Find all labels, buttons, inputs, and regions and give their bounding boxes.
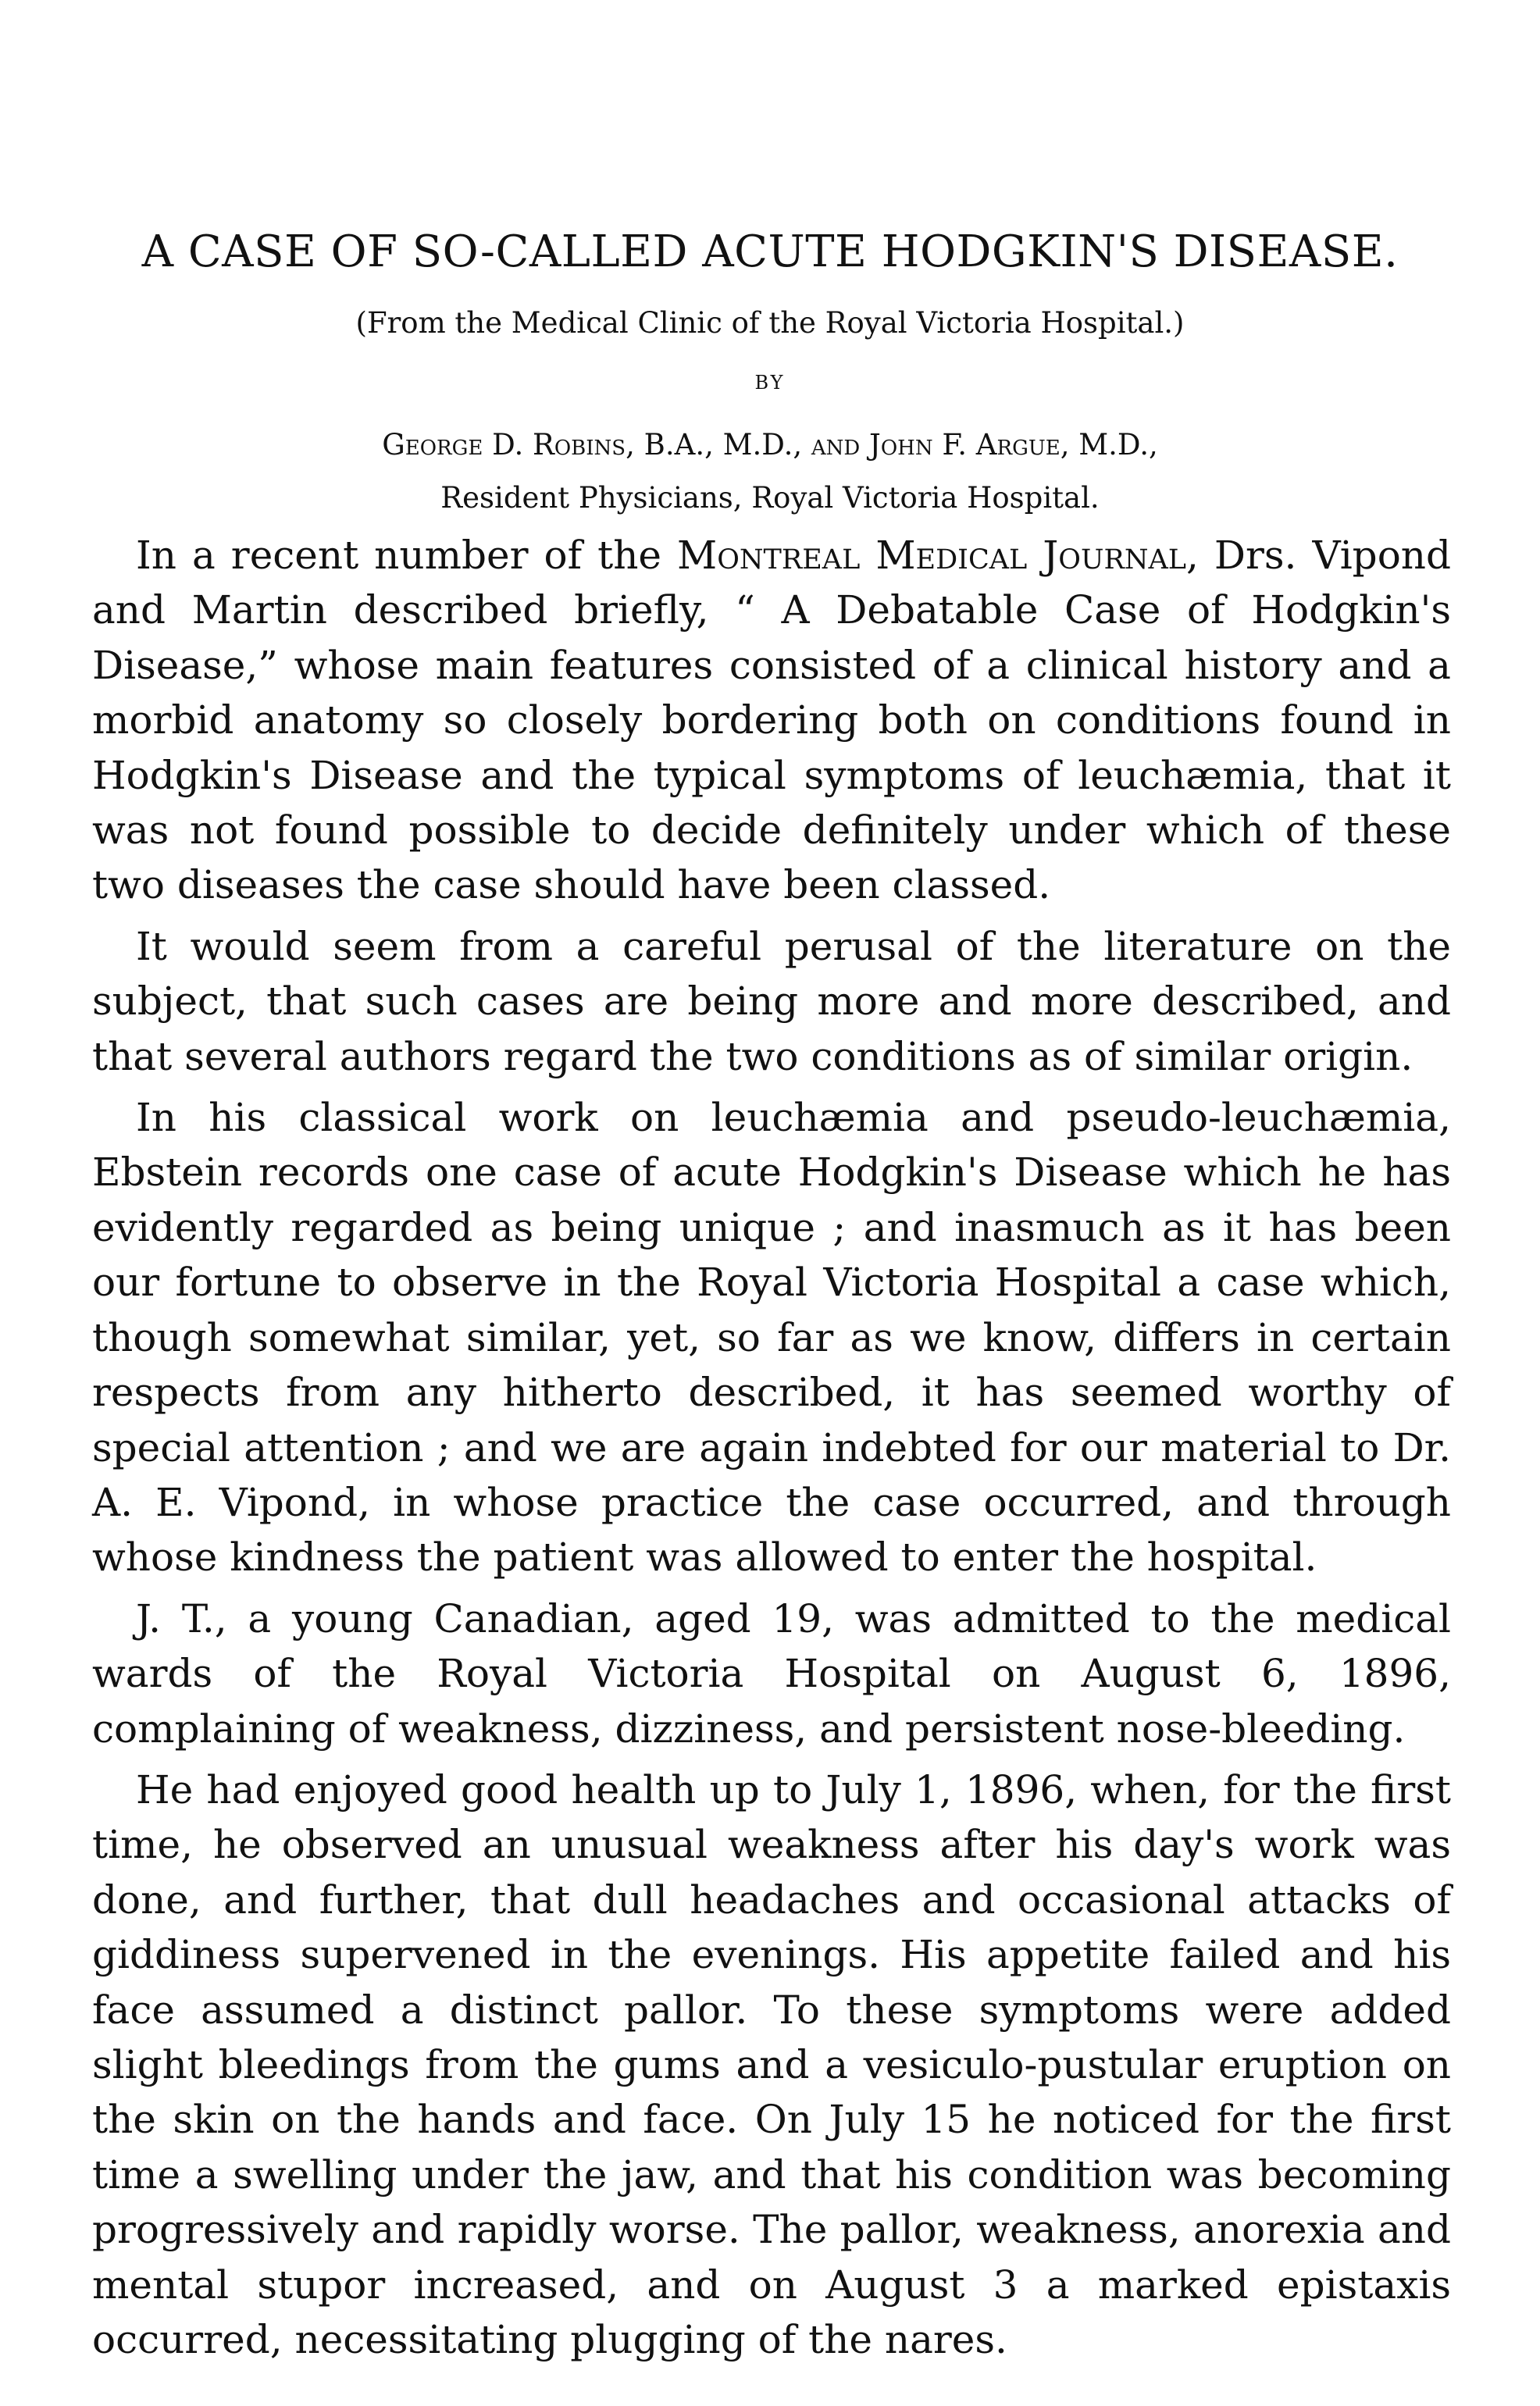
paragraph-1-intro: In a recent number of the (136, 533, 678, 578)
paragraph-1 (92, 528, 1451, 913)
article-source: (From the Medical Clinic of the Royal Victoria Hospital.) (355, 306, 1185, 340)
paragraph-4: J. T., a young Canadian, aged 19, was admitted to the medical wards of the Royal Victoria Hospital on August 6, 1896, complaining of weakness, dizziness, and persistent nose-bleeding. (92, 1595, 1451, 1752)
paragraph-5: He had enjoyed good health up to July 1, 1896, when, for the first time, he observed an unusual weakness after his day's work was done, and further, that dull headaches and occasional attacks of giddiness supervened in the evenings. His appetite failed and his face assumed a distinct pallor. To these symptoms were added slight bleedings from the gums and a vesiculo-pustular eruption on the skin on the hands and face. On July 15 he noticed for the first time a swelling under the jaw, and that his condition was becoming progressively and rapidly worse. The pallor, weakness, anorexia and mental stupor increased, and on August 3 a marked epistaxis occurred, necessitating plugging of the nares. (92, 1766, 1451, 2362)
article-body (92, 528, 1451, 2373)
paragraph-3: In his classical work on leuchæmia and pseudo-leuchæmia, Ebstein records one case of acute Hodgkin's Disease which he has evidently regarded as being unique ; and inasmuch as it has been our fortune to observe in the Royal Victoria Hospital a case which, though somewhat similar, yet, so far as we know, differs in certain respects from any hitherto described, it has seemed worthy of special attention ; and we are again indebted for our material to Dr. A. E. Vipond, in whose practice the case occurred, and through whose kindness the patient was allowed to enter the hospital. (92, 1095, 1451, 1581)
article-authors: George D. Robins, B.A., M.D., and John F. Argue, M.D., (382, 428, 1158, 462)
journal-name: Montreal Medical Journal (677, 533, 1186, 578)
paragraph-2: It would seem from a careful perusal of the literature on the subject, that such cases are being more and more described, and that several authors regard the two conditions as of similar origin. (92, 923, 1451, 1079)
author-affiliation: Resident Physicians, Royal Victoria Hospital. (440, 481, 1100, 515)
byline-label: BY (754, 372, 786, 394)
paragraph-1-rest: , Drs. Vipond and Martin described briefly, “ A Debatable Case of Hodgkin's Disease,” whose main features consisted of a clinical history and a morbid anatomy so closely bordering both on conditions found in Hodgkin's Disease and the typical symptoms of leuchæmia, that it was not found possible to decide definitely under which of these two diseases the case should have been classed. (92, 533, 1451, 908)
article-title: A CASE OF SO-CALLED ACUTE HODGKIN'S DISEASE. (141, 226, 1399, 277)
